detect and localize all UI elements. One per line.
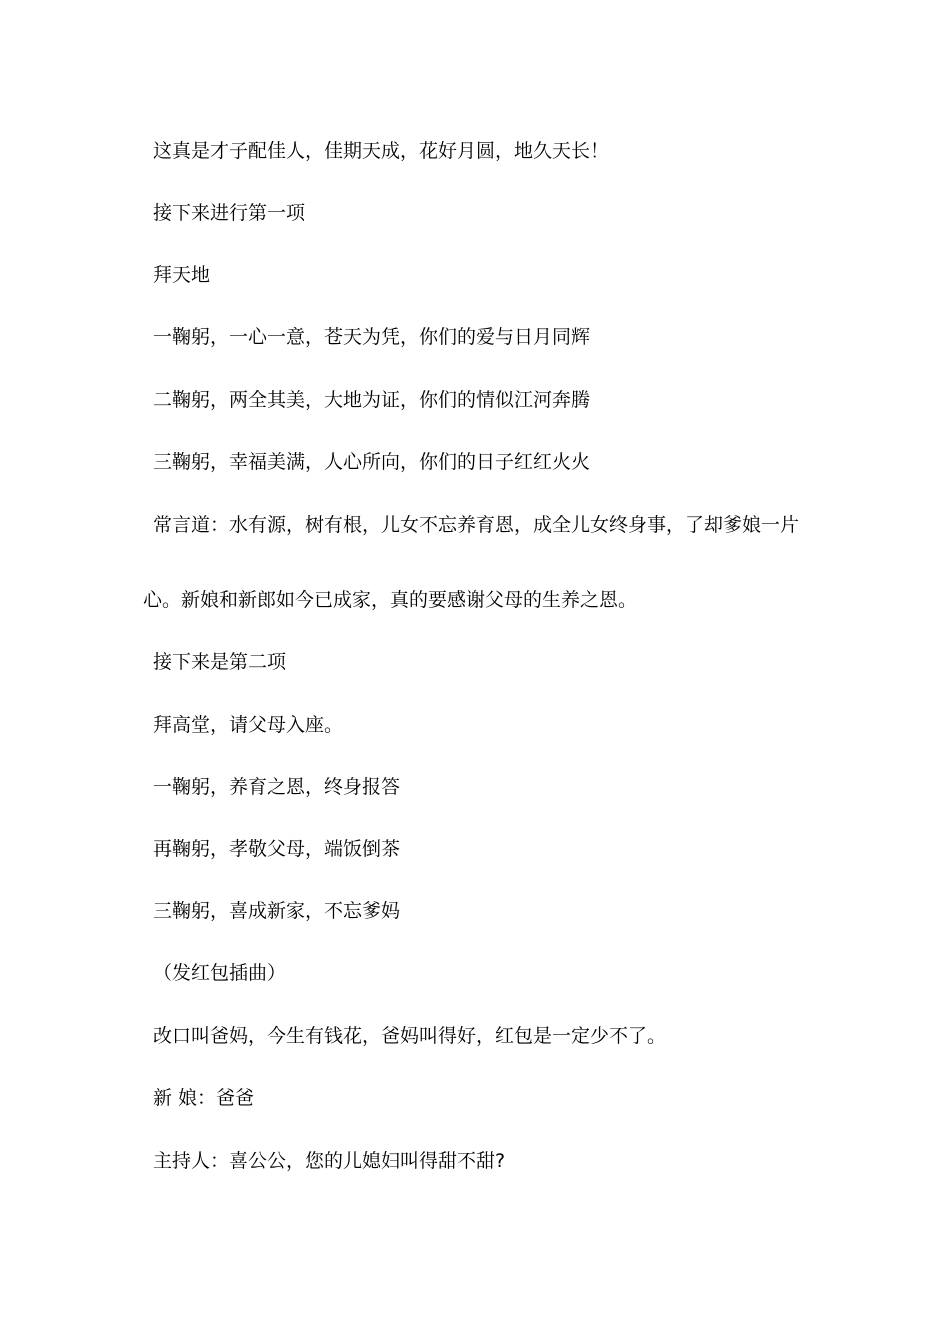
paragraph-line: 这真是才子配佳人，佳期天成，花好月圆，地久天长！ (153, 140, 610, 162)
paragraph-line: 三鞠躬，幸福美满，人心所向，你们的日子红红火火 (153, 451, 591, 473)
paragraph-line: 拜天地 (153, 264, 211, 286)
paragraph-line: 拜高堂，请父母入座。 (153, 714, 344, 736)
paragraph-line: 新 娘：爸爸 (153, 1087, 255, 1109)
paragraph-line: 一鞠躬，一心一意，苍天为凭，你们的爱与日月同辉 (153, 326, 591, 348)
paragraph-line: 常言道：水有源，树有根，儿女不忘养育恩，成全儿女终身事，了却爹娘一片 (153, 514, 800, 536)
paragraph-line: 主持人：喜公公，您的儿媳妇叫得甜不甜? (153, 1150, 506, 1172)
paragraph-line: 二鞠躬，两全其美，大地为证，你们的情似江河奔腾 (153, 389, 591, 411)
paragraph-line: 再鞠躬，孝敬父母，端饭倒茶 (153, 838, 401, 860)
paragraph-line: （发红包插曲） (153, 962, 287, 984)
paragraph-line: 接下来是第二项 (153, 651, 287, 673)
paragraph-line: 三鞠躬，喜成新家，不忘爹妈 (153, 900, 401, 922)
paragraph-line: 心。新娘和新郎如今已成家，真的要感谢父母的生养之恩。 (143, 589, 638, 611)
paragraph-line: 接下来进行第一项 (153, 202, 306, 224)
paragraph-line: 一鞠躬，养育之恩，终身报答 (153, 776, 401, 798)
paragraph-line: 改口叫爸妈，今生有钱花，爸妈叫得好，红包是一定少不了。 (153, 1025, 667, 1047)
